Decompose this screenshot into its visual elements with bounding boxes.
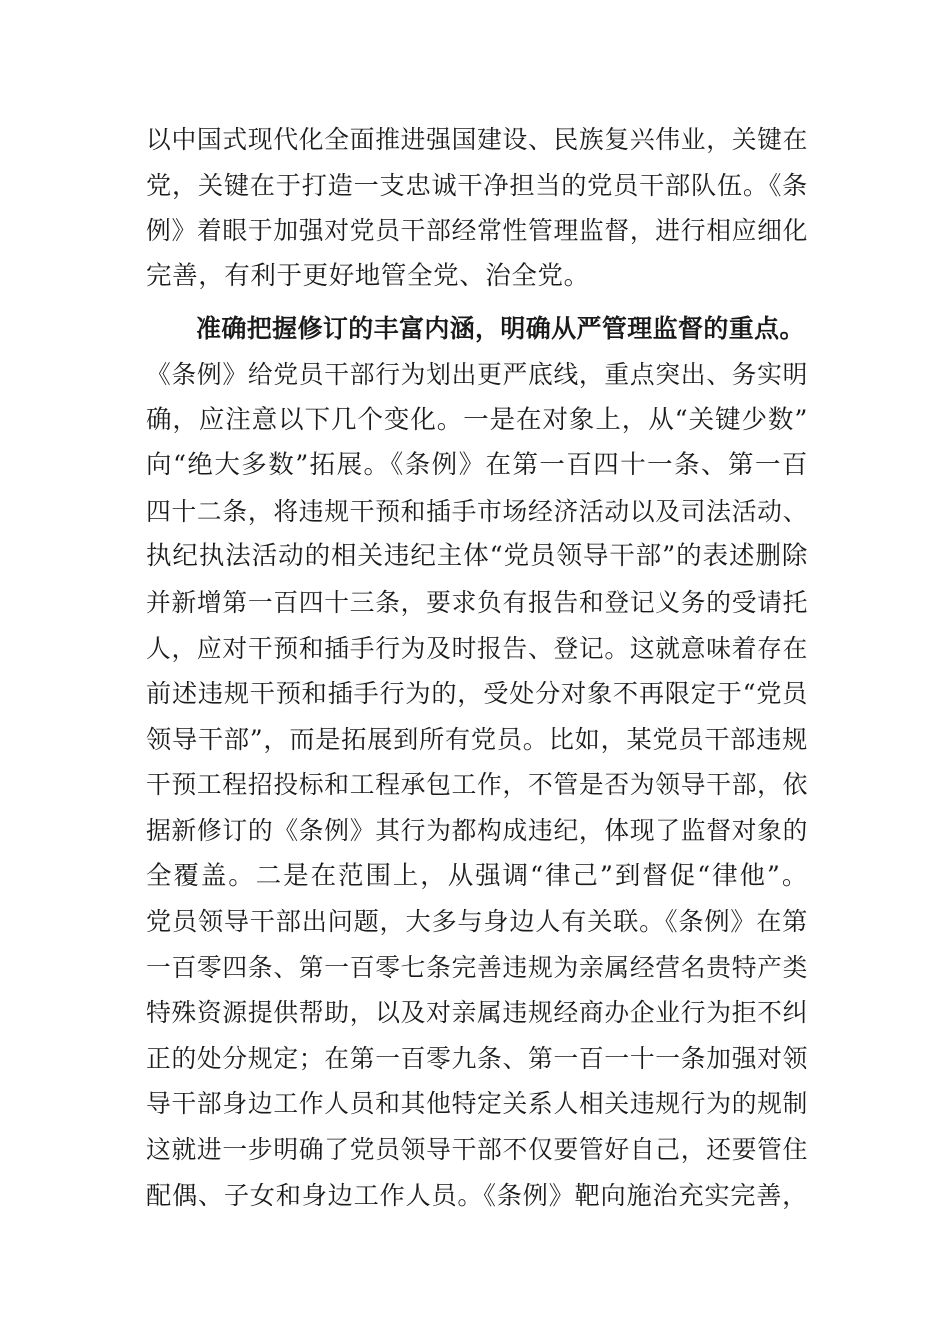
text-line: 领导干部”，而是拓展到所有党员。比如，某党员干部违规 — [146, 724, 808, 754]
text-line: 四十二条，将违规干预和插手市场经济活动以及司法活动、 — [146, 496, 808, 526]
text-line: 配偶、子女和身边工作人员。《条例》靶向施治充实完善， — [146, 1180, 808, 1210]
paragraph-intro — [146, 117, 808, 299]
text-line: 特殊资源提供帮助，以及对亲属违规经商办企业行为拒不纠 — [146, 998, 808, 1028]
text-line: 以中国式现代化全面推进强国建设、民族复兴伟业，关键在 — [146, 125, 808, 154]
text-line: 人，应对干预和插手行为及时报告、登记。这就意味着存在 — [146, 633, 808, 663]
text-line: 向“绝大多数”拓展。《条例》在第一百四十一条、第一百 — [146, 450, 808, 481]
text-line: 前述违规干预和插手行为的，受处分对象不再限定于“党员 — [146, 679, 808, 709]
text-line: 全覆盖。二是在范围上，从强调“律己”到督促“律他”。 — [146, 860, 808, 891]
text-line: 完善，有利于更好地管全党、治全党。 — [146, 260, 590, 291]
text-line: 这就进一步明确了党员领导干部不仅要管好自己，还要管住 — [146, 1135, 808, 1165]
text-line: 干预工程招投标和工程承包工作，不管是否为领导干部，依 — [146, 770, 808, 800]
paragraph-gap — [146, 299, 808, 306]
text-line: 例》着眼于加强对党员干部经常性管理监督，进行相应细化 — [146, 216, 808, 246]
text-line: 确，应注意以下几个变化。一是在对象上，从“关键少数” — [146, 404, 808, 435]
text-line: 一百零四条、第一百零七条完善违规为亲属经营名贵特产类 — [146, 952, 808, 982]
body-text — [146, 117, 808, 1218]
text-line: 党员领导干部出问题，大多与身边人有关联。《条例》在第 — [146, 907, 808, 937]
paragraph-revision — [146, 306, 808, 1218]
section-heading: 准确把握修订的丰富内涵，明确从严管理监督的重点。 — [196, 314, 805, 344]
text-line: 据新修订的《条例》其行为都构成违纪，体现了监督对象的 — [146, 815, 808, 845]
text-line: 导干部身边工作人员和其他特定关系人相关违规行为的规制 — [146, 1089, 808, 1119]
text-line: 正的处分规定；在第一百零九条、第一百一十一条加强对领 — [146, 1043, 808, 1073]
text-line: 执纪执法活动的相关违纪主体“党员领导干部”的表述删除 — [146, 541, 808, 572]
text-line: 《条例》给党员干部行为划出更严底线，重点突出、务实明 — [146, 359, 808, 389]
text-line: 并新增第一百四十三条，要求负有报告和登记义务的受请托 — [146, 587, 808, 617]
text-line: 党，关键在于打造一支忠诚干净担当的党员干部队伍。《条 — [146, 170, 808, 200]
